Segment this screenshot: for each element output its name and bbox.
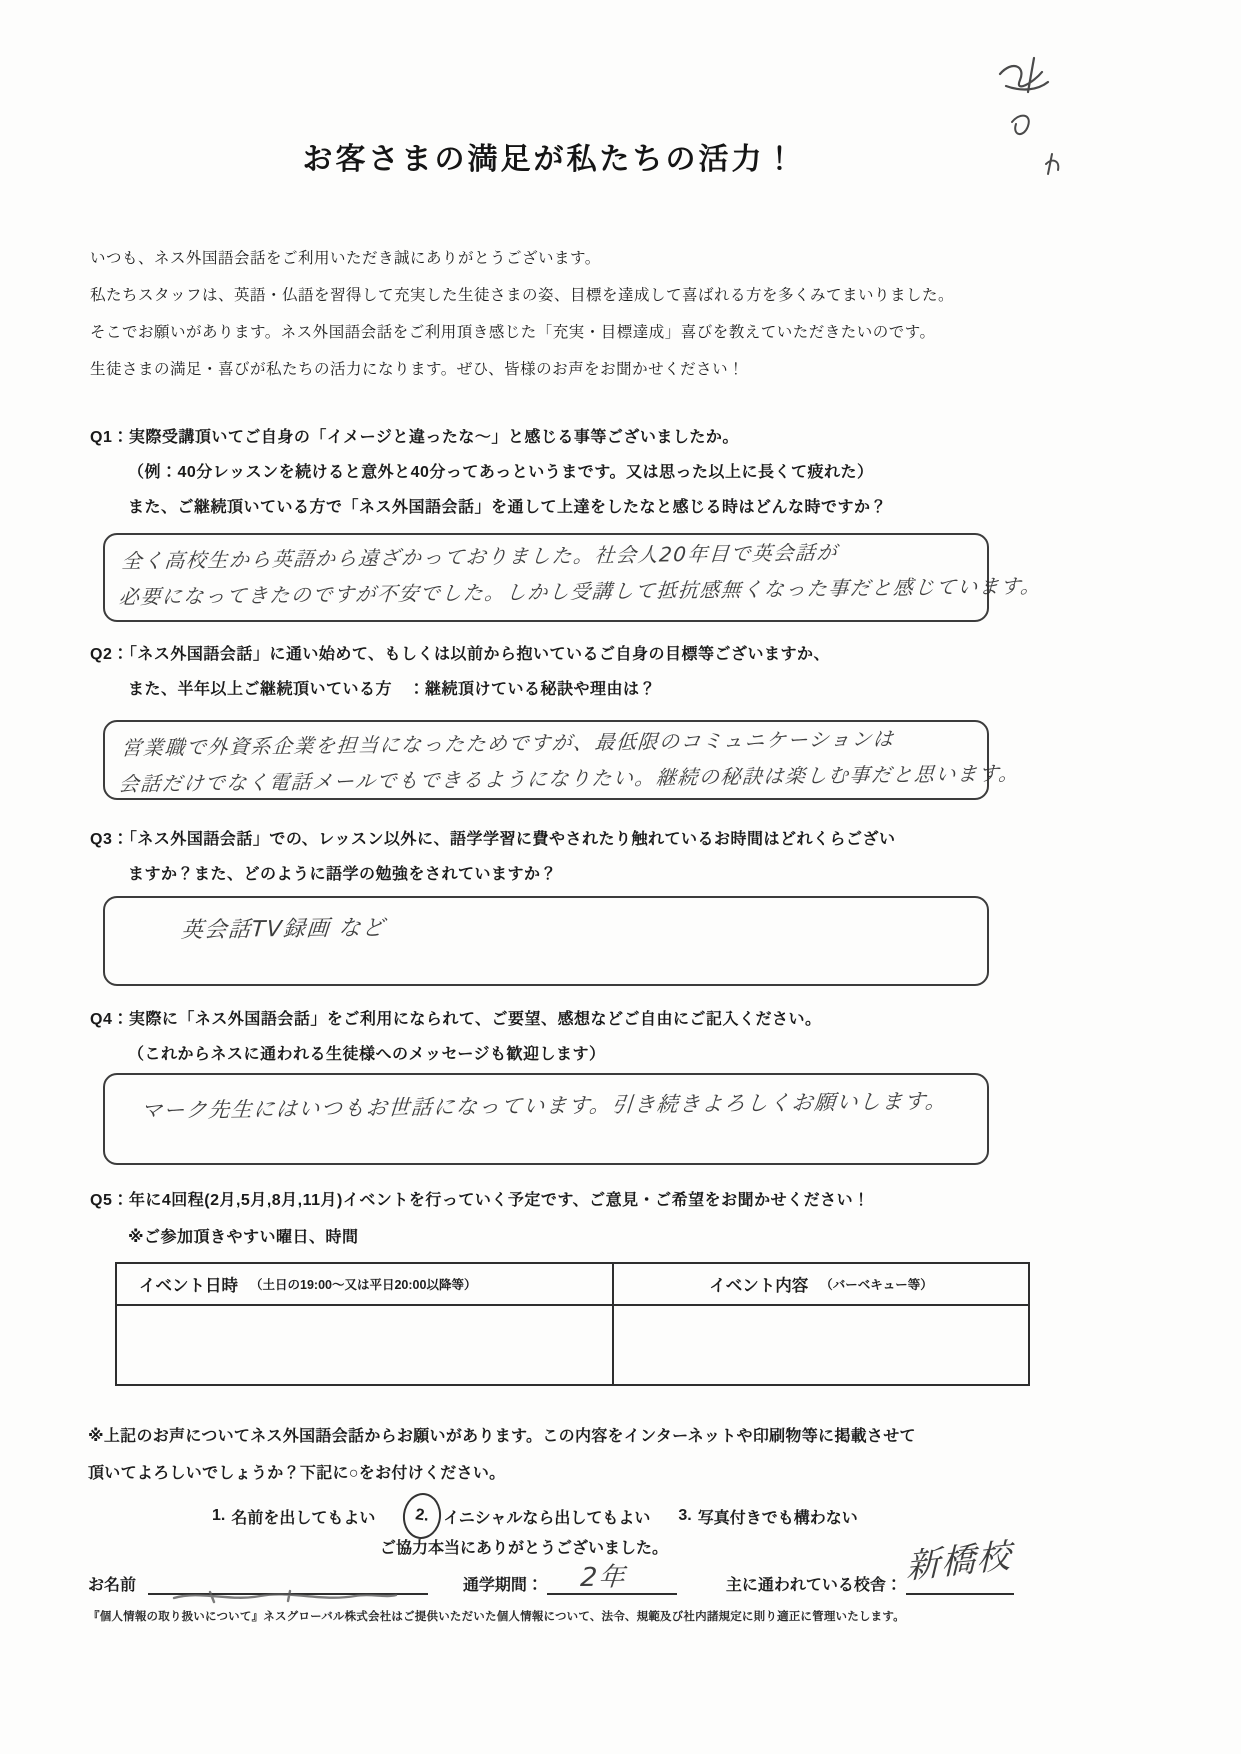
event-table xyxy=(115,1262,1030,1386)
q1-line: また、ご継続頂いている方で「ネス外国語会話」を通して上達をしたなと感じる時はどんな時ですか？ xyxy=(128,499,888,516)
option-1 xyxy=(212,1505,375,1528)
event-table-header-row xyxy=(117,1264,1028,1306)
q2-line: また、半年以上ご継続頂いている方 ：継続頂けている秘訣や理由は？ xyxy=(128,681,657,698)
question-q3 xyxy=(90,822,896,892)
event-table-header-content xyxy=(614,1264,1028,1304)
event-content-cell-empty xyxy=(614,1306,1028,1384)
option-3-label: 写真付きでも構わない xyxy=(697,1509,858,1527)
publish-line: ※上記のお声についてネス外国語会話からお願いがあります。この内容をインターネットや印刷物等に掲載させて xyxy=(88,1428,916,1445)
publish-request xyxy=(88,1418,916,1492)
name-field-scribble xyxy=(170,1580,400,1606)
privacy-notice: 『個人情報の取り扱いについて』ネスグローバル株式会社はご提供いただいた個人情報について、法令、規範及び社内諸規定に則り適正に管理いたします。 xyxy=(88,1611,905,1623)
event-datetime-cell-empty xyxy=(117,1306,614,1384)
name-field-label: お名前 xyxy=(88,1577,137,1594)
period-handwritten-value: 2年 xyxy=(579,1562,628,1594)
event-datetime-title: イベント日時 xyxy=(139,1277,238,1295)
event-table-header-datetime xyxy=(117,1264,614,1304)
q3-answer-box xyxy=(103,896,989,986)
intro-line: 生徒さまの満足・喜びが私たちの活力になります。ぜひ、皆様のお声をお聞かせください！ xyxy=(90,361,745,378)
q3-line: ますか？また、どのように語学の勉強をされていますか？ xyxy=(128,866,558,883)
q1-answer-box xyxy=(103,533,1043,622)
school-field-blank xyxy=(906,1535,1014,1595)
period-field-label: 通学期間： xyxy=(462,1577,543,1594)
thanks-line: ご協力本当にありがとうございました。 xyxy=(380,1540,669,1557)
intro-line: 私たちスタッフは、英語・仏語を習得して充実した生徒さまの姿、目標を達成して喜ばれる方を多くみてまいりました。 xyxy=(90,287,955,304)
q5-line: ※ご参加頂きやすい曜日、時間 xyxy=(128,1229,359,1246)
intro-line: そこでお願いがあります。ネス外国語会話をご利用頂き感じた「充実・目標達成」喜びを教えていただきたいのです。 xyxy=(90,324,936,341)
publish-line: 頂いてよろしいでしょうか？下記に○をお付けください。 xyxy=(88,1465,506,1482)
option-2-number-circle: 2. xyxy=(401,1491,444,1541)
q1-line: Q1：実際受講頂いてご自身の「イメージと違ったな～」と感じる事等ございましたか。 xyxy=(90,429,739,446)
q2-answer-box xyxy=(103,720,1021,800)
school-handwritten-value: 新橋校 xyxy=(906,1535,1013,1588)
q1-handwritten-answer: 必要になってきたのですが不安でした。しかし受講して抵抗感無くなった事だと感じています。 xyxy=(118,573,1043,610)
option-3 xyxy=(678,1505,857,1528)
option-1-number: 1. xyxy=(212,1507,226,1524)
option-2-circled xyxy=(403,1493,650,1539)
q3-line: Q3：「ネス外国語会話」での、レッスン以外に、語学学習に費やされたり触れているお時間はどれくらござい xyxy=(90,831,896,848)
q1-handwritten-answer: 全く高校生から英語から遠ざかっておりました。社会人20年目で英会話が xyxy=(120,540,839,574)
q4-line: Q4：実際に「ネス外国語会話」をご利用になられて、ご要望、感想などご自由にご記入ください。 xyxy=(90,1011,822,1028)
q5-line: Q5：年に4回程(2月,5月,8月,11月)イベントを行っていく予定です、ご意見・ご希望をお聞かせください！ xyxy=(90,1192,870,1209)
question-q1 xyxy=(90,420,887,525)
publish-options xyxy=(212,1492,886,1540)
question-q2 xyxy=(90,637,830,707)
event-content-title: イベント内容 xyxy=(709,1277,809,1295)
event-datetime-note: （土日の19:00～又は平日20:00以降等） xyxy=(250,1278,477,1292)
intro-line: いつも、ネス外国語会話をご利用いただき誠にありがとうございます。 xyxy=(90,250,601,267)
q2-handwritten-answer: 営業職で外資系企業を担当になったためですが、最低限のコミュニケーションは xyxy=(120,726,896,761)
intro-paragraph xyxy=(90,240,1170,388)
period-field-blank xyxy=(547,1562,677,1595)
question-q4 xyxy=(90,1002,822,1072)
school-field-label: 主に通われている校舎： xyxy=(725,1577,902,1594)
q2-line: Q2：「ネス外国語会話」に通い始めて、もしくは以前から抱いているご自身の目標等ございますか、 xyxy=(90,646,831,663)
event-table-body-row xyxy=(117,1306,1028,1384)
option-2-label: イニシャルなら出してもよい xyxy=(443,1509,651,1527)
q3-handwritten-answer: 英会話TV録画 など xyxy=(180,915,387,944)
q4-line: （これからネスに通われる生徒様へのメッセージも歓迎します） xyxy=(128,1046,606,1063)
event-content-note: （バーベキュー等） xyxy=(820,1278,933,1292)
q4-answer-box xyxy=(103,1073,989,1165)
q2-handwritten-answer: 会話だけでなく電話メールでもできるようになりたい。継続の秘訣は楽しむ事だと思います。 xyxy=(118,761,1021,797)
q1-line: （例：40分レッスンを続けると意外と40分ってあっというまです。又は思った以上に長くて疲れた） xyxy=(128,464,874,481)
option-1-label: 名前を出してもよい xyxy=(231,1509,376,1527)
question-q5 xyxy=(90,1182,870,1256)
page-title: お客さまの満足が私たちの活力！ xyxy=(302,143,798,176)
option-3-number: 3. xyxy=(678,1507,692,1524)
q4-handwritten-answer: マーク先生にはいつもお世話になっています。引き続きよろしくお願いします。 xyxy=(139,1088,949,1123)
